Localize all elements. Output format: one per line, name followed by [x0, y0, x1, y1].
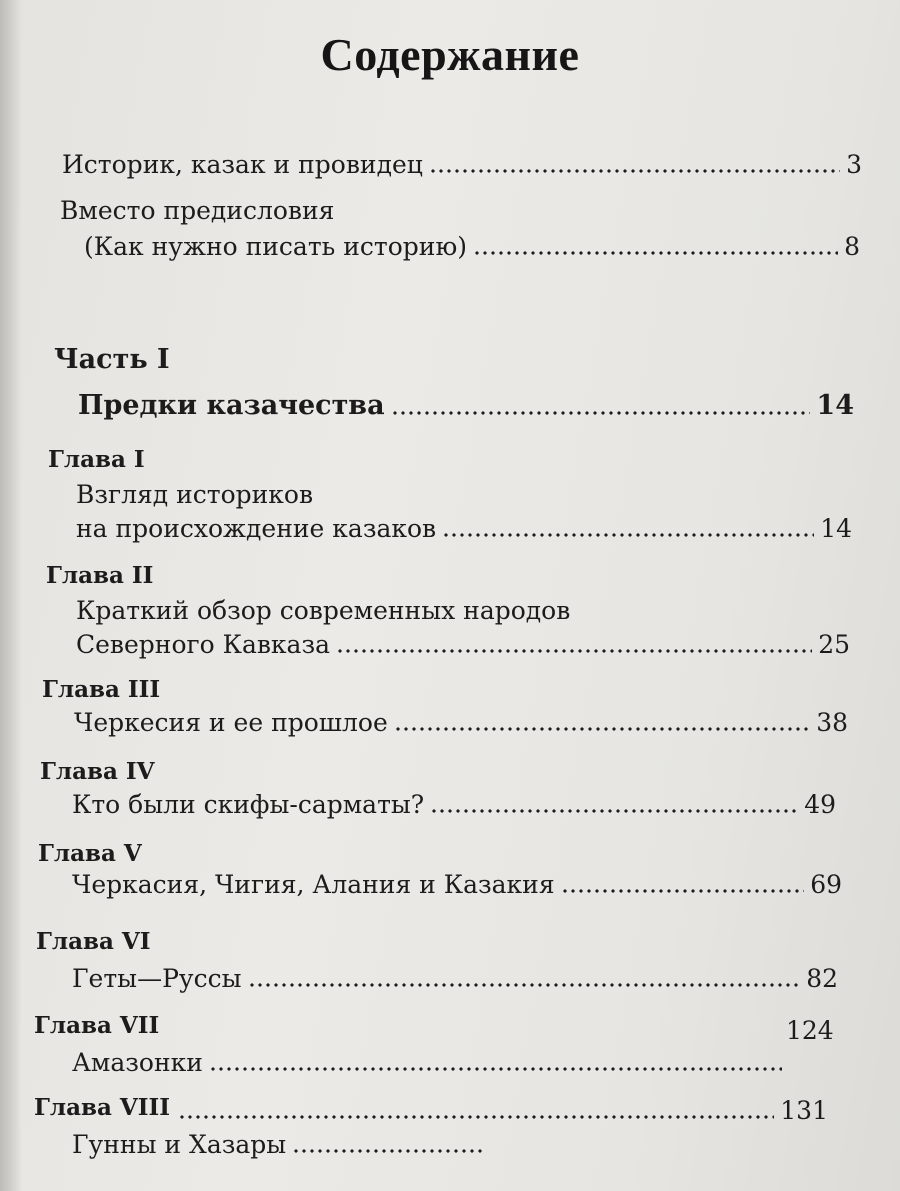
- toc-entry-chapter-8: [72, 1130, 492, 1159]
- toc-entry-chapter-6: [72, 964, 838, 993]
- toc-entry-text: Историк, казак и провидец: [62, 150, 423, 179]
- toc-leader-dots: [429, 169, 840, 173]
- toc-entry-historian: [62, 150, 862, 179]
- toc-entry-chapter-1: [76, 514, 852, 543]
- chapter-label: Глава VII: [34, 1012, 160, 1039]
- toc-page-number: 25: [818, 630, 850, 659]
- toc-entry-part-title: [78, 390, 854, 421]
- toc-leader-dots: [442, 533, 814, 537]
- chapter-title-line: Взгляд историков: [76, 480, 314, 509]
- toc-leader-dots: [561, 889, 805, 893]
- toc-leader-dots: [394, 727, 810, 731]
- toc-page-number: 49: [804, 790, 836, 819]
- part-label: Часть I: [54, 344, 170, 375]
- chapter-label: Глава V: [38, 840, 142, 867]
- toc-entry-text: (Как нужно писать историю): [84, 232, 467, 261]
- toc-leader-dots: [292, 1149, 486, 1153]
- toc-entry-text: Черкасия, Чигия, Алания и Казакия: [72, 870, 555, 899]
- toc-leader-dots: [336, 649, 812, 653]
- toc-leader-dots: [178, 1115, 774, 1119]
- chapter-label: Глава II: [46, 562, 154, 589]
- chapter-title-line: Краткий обзор современных народов: [76, 596, 571, 625]
- toc-leader-dots: [248, 983, 801, 987]
- toc-page-number: 8: [844, 232, 860, 261]
- toc-page-number: 3: [846, 150, 862, 179]
- chapter-label: Глава III: [42, 676, 161, 703]
- chapter-label: Глава IV: [40, 758, 155, 785]
- toc-page-number: 69: [810, 870, 842, 899]
- chapter-label: Глава VI: [36, 928, 151, 955]
- toc-entry-chapter-3: [74, 708, 848, 737]
- toc-entry-text: Северного Кавказа: [76, 630, 331, 659]
- page-edge-shadow: [0, 0, 22, 1191]
- toc-entry-text: на происхождение казаков: [76, 514, 437, 543]
- toc-entry-text: Черкесия и ее прошлое: [74, 708, 388, 737]
- toc-page-number: 124: [786, 1016, 834, 1045]
- toc-entry-text: Геты—Руссы: [72, 964, 242, 993]
- toc-leader-dots: [391, 411, 811, 415]
- toc-entry-chapter-8-leader: [172, 1096, 828, 1125]
- toc-leader-dots: [473, 251, 838, 255]
- toc-entry-text: Амазонки: [72, 1048, 203, 1077]
- chapter-label: Глава VIII: [34, 1094, 171, 1121]
- page-title: Содержание: [320, 29, 580, 80]
- toc-entry-text: Гунны и Хазары: [72, 1130, 287, 1159]
- toc-leader-dots: [430, 809, 798, 813]
- toc-entry-heading: Вместо предисловия: [60, 196, 335, 225]
- chapter-label: Глава I: [48, 446, 145, 473]
- toc-entry-chapter-4: [72, 790, 836, 819]
- toc-entry-chapter-7: [72, 1048, 788, 1077]
- toc-entry-preface: [84, 232, 860, 261]
- toc-page-number: 14: [820, 514, 852, 543]
- toc-leader-dots: [209, 1067, 782, 1071]
- toc-page-number: 38: [816, 708, 848, 737]
- toc-entry-chapter-2: [76, 630, 850, 659]
- toc-entry-chapter-5: [72, 870, 842, 899]
- toc-page-number: 14: [816, 390, 854, 421]
- toc-entry-text: Кто были скифы-сарматы?: [72, 790, 425, 819]
- toc-entry-text: Предки казачества: [78, 390, 385, 421]
- toc-page-number: 131: [780, 1096, 828, 1125]
- toc-page-number: 82: [806, 964, 838, 993]
